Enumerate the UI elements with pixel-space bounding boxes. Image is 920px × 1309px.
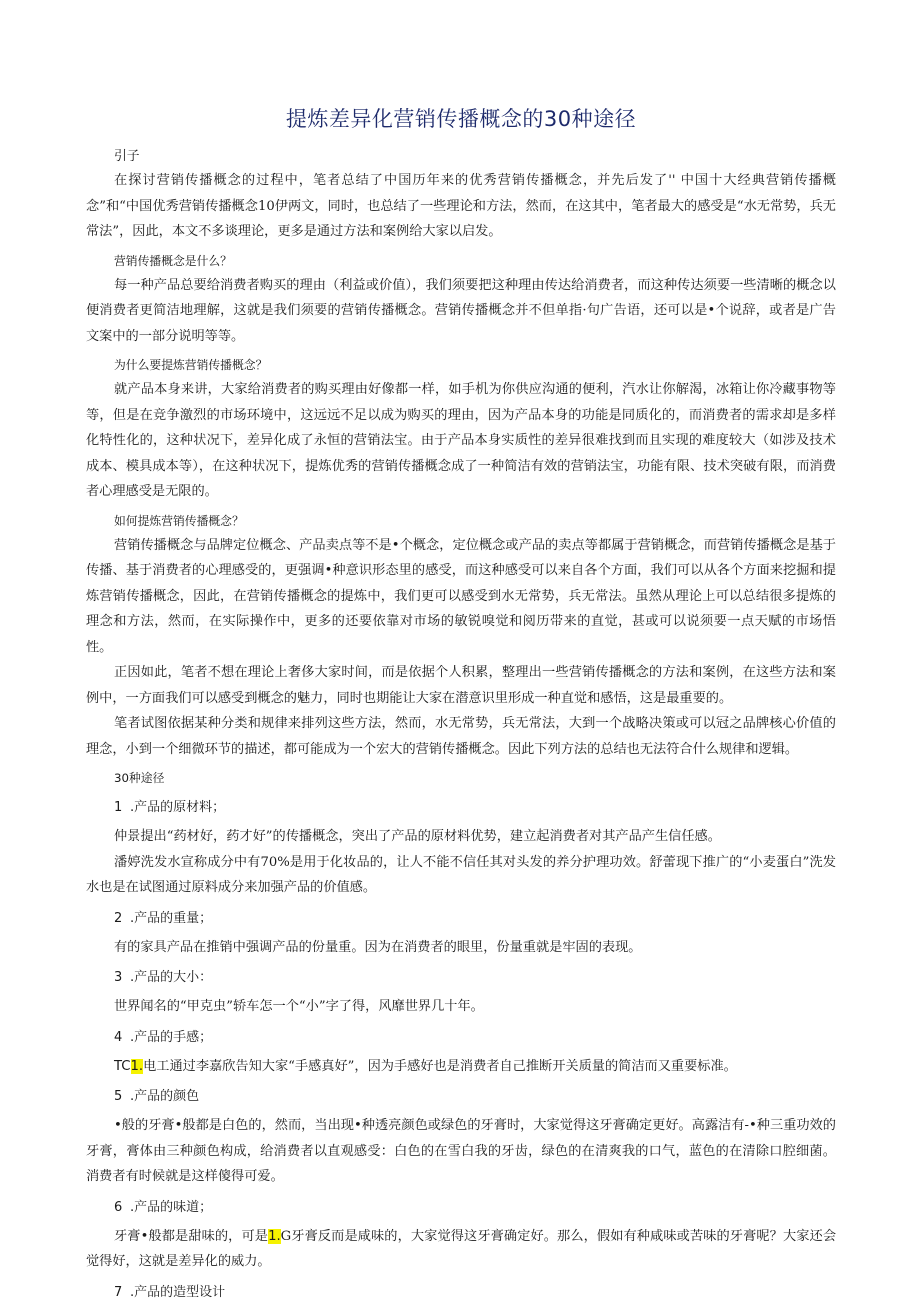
section-title: .产品的原材料； [130,800,226,815]
section-1-paragraph-2: 潘婷洗发水宣称成分中有70%是用于化妆品的，让人不能不信任其对头发的养分护理功效。舒蕾现下推广的“小麦蛋白”洗发水也是在试图通过原料成分来加强产品的价值感。 [86,854,836,895]
paragraph-what: 每一种产品总要给消费者购买的理由（利益或价值），我们须要把这种理由传达给消费者，而这种传达须要一些清晰的概念以便消费者更简洁地理解，这就是我们须要的营销传播概念。营销传播概念并不但单指·句广告语，还可以是•个说辞，或者是广告文案中的一部分说明等等。 [86,277,836,344]
heading-how: 如何提炼营销传播概念？ [114,513,244,528]
section-6-paragraph-1 [86,1224,836,1275]
highlighted-text: 1. [268,1228,281,1244]
section-title: .产品的手感； [130,1029,213,1045]
section-3-paragraph-1: 世界闻名的“甲克虫”轿车怎一个“小”字了得，风靡世界几十年。 [114,999,484,1014]
paragraph-text: 牙膏•般都是甜味的，可是 [114,1228,269,1244]
section-heading-6 [86,1196,836,1220]
section-title: .产品的造型设计 [130,1284,226,1300]
highlighted-text: 1. [130,1058,144,1074]
heading-30-ways: 30种途径 [114,771,165,785]
paragraph-text: G牙膏反而是咸味的，大家觉得这牙膏确定好。那么，假如有种咸味或苦味的牙膏呢？大家还会觉得好，这就是差异化的威力。 [86,1228,837,1269]
section-4-paragraph-1 [86,1054,836,1080]
section-2-paragraph-1: 有的家具产品在推销中强调产品的份量重。因为在消费者的眼里，份量重就是牢固的表现。 [114,939,642,955]
section-1-paragraph-1: 仲景提出“药材好，药才好”的传播概念，突出了产品的原材料优势，建立起消费者对其产品产生信任感。 [114,829,721,844]
paragraph-how-1: 营销传播概念与品牌定位概念、产品卖点等不是•个概念，定位概念或产品的卖点等都属于营销概念，而营销传播概念是基于传播、基于消费者的心理感受的，更强调•种意识形态里的感受，而这种感受可以来自各个方面，我们可以从各个方面来挖掘和提炼营销传播概念，因此，在营销传播概念的提炼中，我们更可以感受到水无常势，兵无常法。虽然从理论上可以总结很多提炼的理念和方法，然而，在实际操作中，更多的还要依靠对市场的敏锐嗅觉和阅历带来的直觉，甚或可以说须要一点天赋的市场悟性。 [86,537,836,655]
section-5-paragraph-1: •般的牙膏•般都是白色的，然而，当出现•种透亮颜色或绿色的牙膏时，大家觉得这牙膏确定更好。高露洁有-•种三重功效的牙膏，膏体由三种颜色构成，给消费者以直观感受：白色的在雪白我的牙齿，绿色的在清爽我的口气，蓝色的在清除口腔细菌。消费者有时候就是这样傻得可爱。 [86,1118,836,1184]
section-title: .产品的大小： [130,970,213,985]
section-number: 1 [114,800,123,815]
intro-label: 引子 [114,149,140,164]
document-title: 提炼差异化营销传播概念的30种途径 [285,107,637,131]
section-heading-4 [86,1026,836,1050]
section-title: .产品的味道； [130,1199,213,1215]
paragraph-why: 就产品本身来讲，大家给消费者的购买理由好像都一样，如手机为你供应沟通的便利，汽水让你解渴，冰箱让你冷藏事物等等，但是在竞争激烈的市场环境中，这远远不足以成为购买的理由，因为产品本身的功能是同质化的，而消费者的需求却是多样化特性化的，这种状况下，差异化成了永恒的营销法宝。由于产品本身实质性的差异很难找到而且实现的难度较大（如涉及技术成本、模具成本等），在这种状况下，提炼优秀的营销传播概念成了一种简洁有效的营销法宝，功能有限、技术突破有限，而消费者心理感受是无限的。 [86,382,836,499]
paragraph-how-3: 笔者试图依据某种分类和规律来排列这些方法，然而，水无常势，兵无常法，大到一个战略决策或可以冠之品牌核心价值的理念，小到一个细微环节的描述，都可能成为一个宏大的营销传播概念。因此下列方法的总结也无法符合什么规律和逻辑。 [86,716,836,757]
section-heading-2 [86,907,836,931]
section-number: 7 [114,1284,123,1300]
section-number: 5 [114,1089,123,1104]
section-heading-5 [86,1085,836,1109]
heading-what: 营销传播概念是什么？ [114,253,232,268]
section-number: 6 [114,1199,123,1215]
section-heading-3 [86,966,836,990]
section-number: 2 [114,910,123,926]
intro-paragraph: 在探讨营销传播概念的过程中，笔者总结了中国历年来的优秀营销传播概念，并先后发了'' 中国十大经典营销传播概念”和“中国优秀营销传播概念10伊两文，同时，也总结了一些理论和方法，然而，在这其中，笔者最大的感受是“水无常势，兵无常法”，因此，本文不多谈理论，更多是通过方法和案例给大家以启发。 [86,173,836,239]
section-title: .产品的颜色 [130,1089,200,1104]
paragraph-how-2: 正因如此，笔者不想在理论上奢侈大家时间，而是依据个人积累，整理出一些营销传播概念的方法和案例，在这些方法和案例中，一方面我们可以感受到概念的魅力，同时也期能让大家在潜意识里形成一种直觉和感悟，这是最重要的。 [86,665,836,706]
section-number: 4 [114,1029,123,1045]
section-number: 3 [114,970,123,985]
section-heading-1 [86,796,836,820]
brand-text: TC [114,1058,131,1074]
paragraph-text: 电工通过李嘉欣告知大家“手感真好”，因为手感好也是消费者自己推断开关质量的简洁而又重要标准。 [143,1058,737,1074]
heading-why: 为什么要提炼营销传播概念？ [114,358,268,372]
section-title: .产品的重量； [130,910,213,926]
document-body [86,146,836,1309]
